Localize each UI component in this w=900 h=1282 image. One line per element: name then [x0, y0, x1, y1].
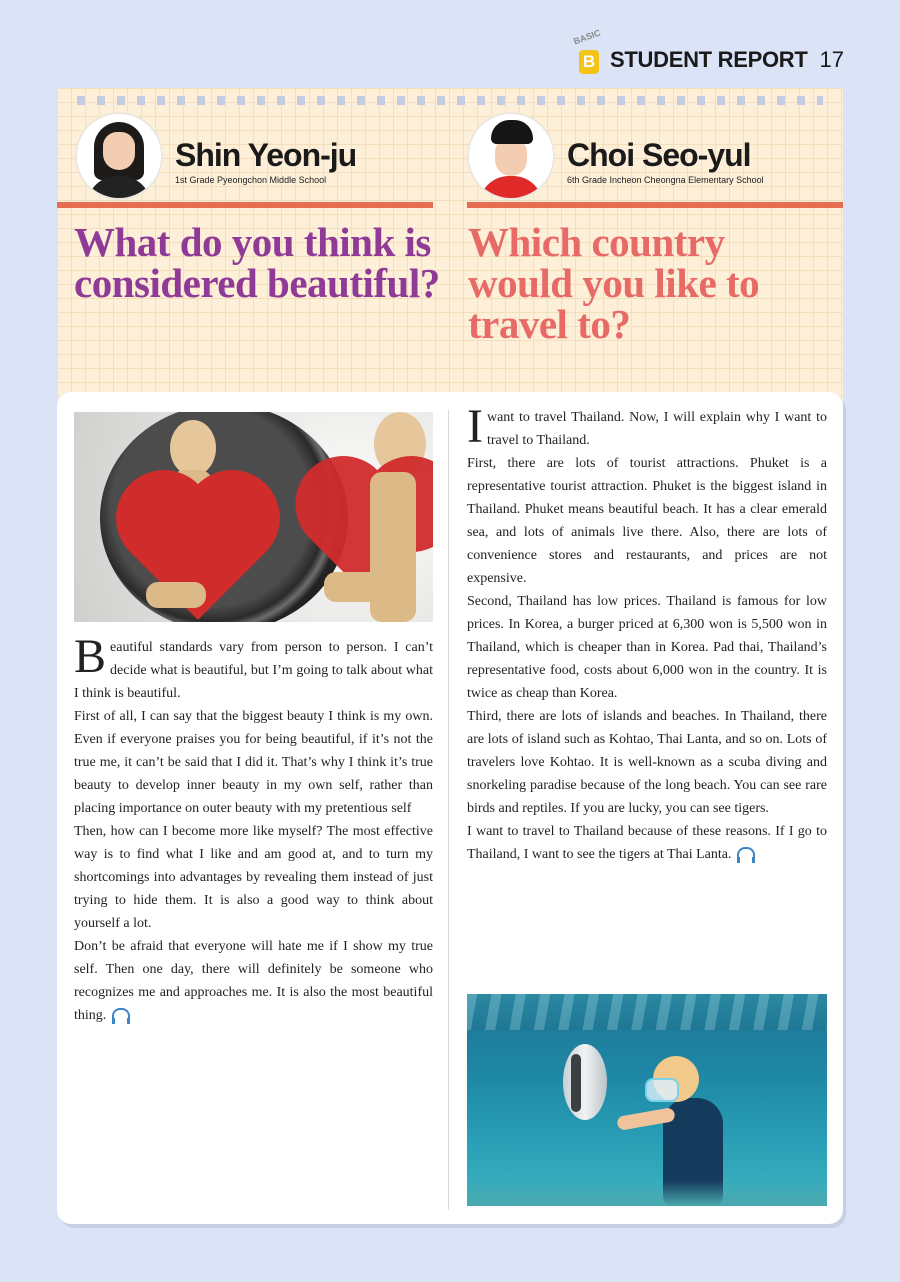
author-right — [467, 112, 764, 200]
snorkeling-photo — [467, 994, 827, 1206]
paragraph: I want to travel to Thailand because of these reasons. If I go to Thailand, I want to see the tigers at Thai Lanta. — [467, 824, 827, 862]
paragraph: Third, there are lots of islands and beaches. In Thailand, there are lots of island such as Kohtao, Thai Lanta, and so on. Lots of travelers love Kohtao. It is well-known as a scuba diving and snorkeling paradise because of the long beach. You can see rare birds and reptiles. If you are lucky, you can see tigers. — [467, 709, 827, 816]
paragraph: Don’t be afraid that everyone will hate me if I show my true self. Then one day, there will definitely be someone who recognizes me and approaches me. It is also the most beautiful thing. — [74, 939, 433, 1023]
decorative-dots — [77, 96, 823, 106]
snorkel-mask-icon — [645, 1078, 679, 1102]
section-title: STUDENT REPORT — [610, 47, 808, 72]
author-school: 1st Grade Pyeongchon Middle School — [175, 175, 327, 185]
report-header — [572, 27, 844, 74]
author-name: Shin Yeon-ju — [175, 137, 357, 173]
headphones-icon — [112, 1008, 130, 1020]
author-left — [75, 112, 356, 200]
avatar-choi — [467, 112, 555, 200]
paragraph: Second, Thailand has low prices. Thailand is famous for low prices. In Korea, a burger priced at 6,300 won is 5,500 won in Thailand, which is cheaper than in Korea. Pad thai, Thailand’s representative food, costs about 6,000 won in the country. It is twice as cheap than Korea. — [467, 594, 827, 701]
content-panel — [57, 392, 843, 1224]
headphones-icon — [737, 847, 755, 859]
badge-letter: B — [579, 50, 599, 74]
accent-bar-left — [57, 202, 433, 208]
author-name: Choi Seo-yul — [567, 137, 751, 173]
page-number: 17 — [819, 47, 844, 72]
paragraph: eautiful standards vary from person to person. I can’t decide what is beautiful, but I’m going to talk about what I think is beautiful. — [74, 640, 433, 701]
dropcap: B — [74, 630, 107, 683]
paragraph: First of all, I can say that the biggest beauty I think is my own. Even if everyone praises you for being beautiful, if it’s not the true me, it can’t be said that I did it. That’s why I think it’s true beauty to develop inner beauty in my own self, rather than placing importance on outer beauty with my pretentious self — [74, 709, 433, 816]
accent-bar-right — [467, 202, 843, 208]
paragraph: want to travel Thailand. Now, I will explain why I want to travel to Thailand. — [486, 410, 827, 448]
fish-icon — [563, 1044, 607, 1120]
article-left — [74, 630, 433, 1027]
author-school: 6th Grade Incheon Cheongna Elementary School — [567, 175, 764, 185]
avatar-shin — [75, 112, 163, 200]
column-divider — [448, 410, 449, 1210]
top-panel — [57, 88, 843, 418]
article-right — [467, 400, 827, 866]
paragraph: Then, how can I become more like myself? The most effective way is to find what I like and am good at, and to turn my shortcomings into advantages by revealing them instead of just trying to hide them. It is also a good way to think about yourself a lot. — [74, 824, 433, 931]
headline-right: Which country would you like to travel to? — [468, 219, 760, 347]
hearts-mirror-photo — [74, 412, 433, 622]
headline-left: What do you think is considered beautiful? — [74, 219, 440, 306]
badge-level-label: BASIC — [572, 27, 602, 47]
paragraph: First, there are lots of tourist attractions. Phuket is a representative tourist attraction. Phuket is the biggest island in Thailand. Phuket means beautiful beach. It has a clear emerald sea, and lots of animals live there. Also, there are lots of convenience stores and restaurants, and prices are not expensive. — [467, 456, 827, 586]
basic-badge-icon — [572, 27, 602, 74]
dropcap: I — [467, 400, 483, 453]
